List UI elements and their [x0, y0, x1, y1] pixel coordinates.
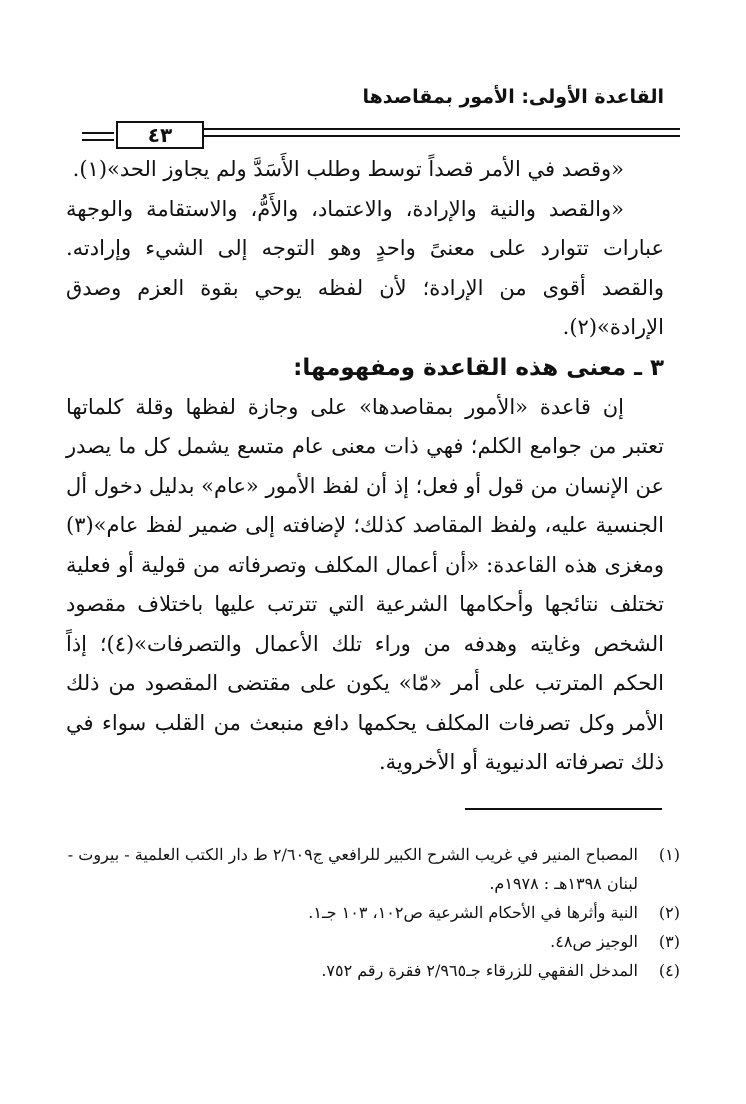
footnote-text: المدخل الفقهي للزرقاء جـ٢/٩٦٥ فقرة رقم ٧٥٢. [321, 961, 638, 980]
footnote-separator [465, 808, 662, 810]
quote-synonyms: «والقصد والنية والإرادة، والاعتماد، والأَمُّ، والاستقامة والوجهة عبارات تتوارد على معنىً واحدٍ وهو التوجه إلى الشيء وإرادته. والقصد أقوى من الإرادة؛ لأن لفظه يوحي بقوة العزم وصدق الإرادة»(٢). [66, 196, 664, 339]
footnote-text: الوجيز ص٤٨. [550, 932, 638, 951]
footnote-number: (٤) [658, 961, 680, 980]
main-text [66, 150, 664, 783]
footnote-4 [66, 956, 680, 985]
header-rule [82, 124, 680, 150]
footnote-1 [66, 840, 680, 898]
quote-definition: «وقصد في الأمر قصداً توسط وطلب الأَسَدَّ ولم يجاوز الحد»(١). [72, 157, 624, 181]
meaning-paragraph: إن قاعدة «الأمور بمقاصدها» على وجازة لفظها وقلة كلماتها تعتبر من جوامع الكلم؛ فهي ذات معنى عام متسع يشمل كل ما يصدر عن الإنسان من قول أو فعل؛ إذ أن لفظ الأمور «عام» بدليل دخول أل الجنسية عليه، ولفظ المقاصد كذلك؛ لإضافته إلى ضمير لفظ عام»(٣) ومغزى هذه القاعدة: «أن أعمال المكلف وتصرفاته من قولية أو فعلية تختلف نتائجها وأحكامها الشرعية التي تترتب عليها باختلاف مقصود الشخص وغايته وهدفه من وراء تلك الأعمال والتصرفات»(٤)؛ إذاً الحكم المترتب على أمر «مّا» يكون على مقتضى المقصود من ذلك الأمر وكل تصرفات المكلف يحكمها دافع منبعث من القلب سواء في ذلك تصرفاته الدنيوية أو الأخروية. [66, 394, 664, 774]
running-title: القاعدة الأولى: الأمور بمقاصدها [362, 86, 664, 108]
footnote-number: (٢) [658, 903, 680, 922]
header-dash-bottom [82, 139, 114, 141]
footnote-number: (٣) [658, 932, 680, 951]
section-heading: ٣ ـ معنى هذه القاعدة ومفهومها: [293, 354, 664, 381]
footnote-3 [66, 927, 680, 956]
footnote-number: (١) [658, 845, 680, 864]
footnotes [66, 840, 680, 985]
header-rule-line-top [122, 128, 680, 130]
footnote-2 [66, 898, 680, 927]
header-rule-line-bottom [122, 135, 680, 137]
footnote-text: النية وأثرها في الأحكام الشرعية ص١٠٢، ١٠٣ جـ١. [308, 903, 638, 922]
footnote-text: المصباح المنير في غريب الشرح الكبير للرافعي ج٢/٦٠٩ ط دار الكتب العلمية - بيروت - لبنان ١٣٩٨هـ : ١٩٧٨م. [67, 845, 638, 893]
page-number: ٤٣ [116, 121, 204, 149]
header-dash-top [82, 132, 114, 134]
